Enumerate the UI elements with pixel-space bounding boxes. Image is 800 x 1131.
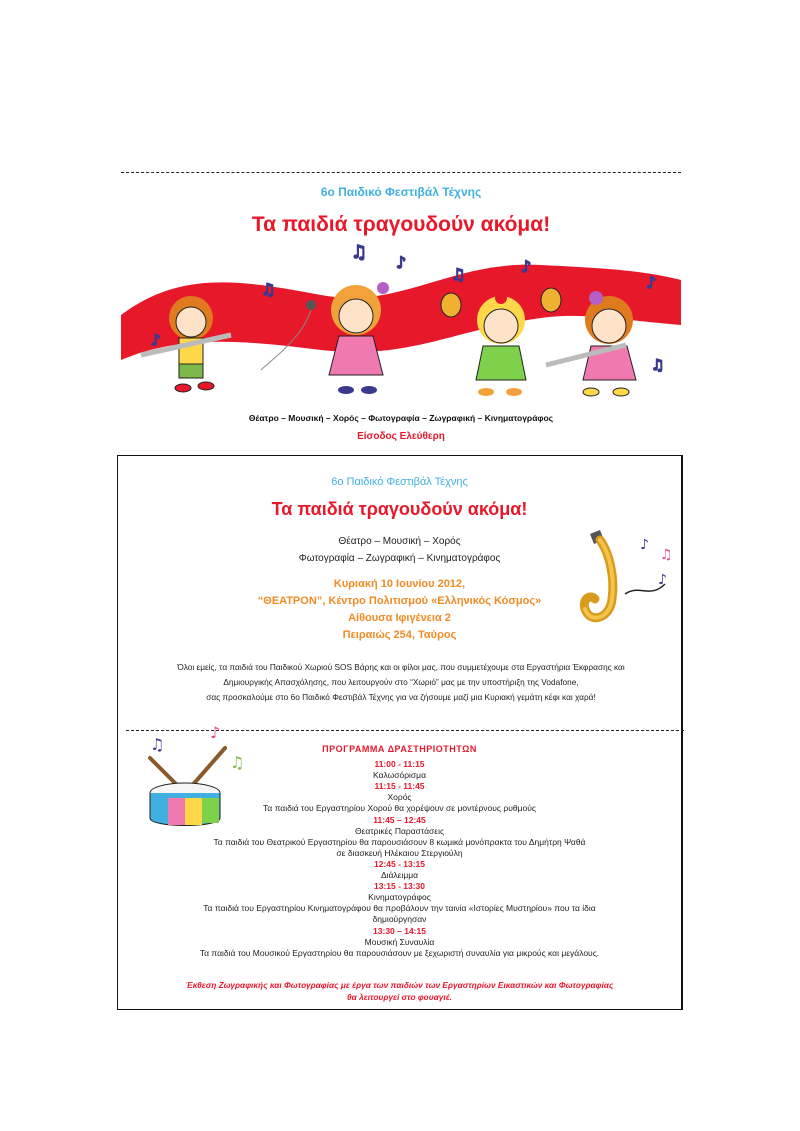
program-time: 11:45 – 12:45 [373,814,426,825]
program-activity: Κινηματογράφος [368,892,431,903]
invitation-box [117,455,683,1010]
program-time: 11:00 - 11:15 [374,759,425,770]
program [118,744,681,959]
svg-text:♪: ♪ [396,253,407,272]
venue-name: “ΘΕΑΤΡΟΝ”, Κέντρο Πολιτισμού «Ελληνικός Κόσμος» [257,595,542,607]
svg-text:♫: ♫ [451,265,466,284]
venue-address: Πειραιώς 254, Ταύρος [342,629,457,641]
svg-text:♪: ♪ [658,572,667,588]
svg-text:♪: ♪ [640,537,649,553]
cut-line-top [121,172,681,173]
program-activity: Χορός [387,792,412,803]
program-time: 13:15 - 13:30 [373,881,426,892]
svg-text:♫: ♫ [651,356,665,374]
arts-line-1: Θέατρο – Μουσική – Χορός [338,536,461,547]
svg-text:♫: ♫ [261,280,276,299]
program-title: ΠΡΟΓΡΑΜΜΑ ΔΡΑΣΤΗΡΙΟΤΗΤΩΝ [322,744,477,754]
festival-subtitle: 6ο Παιδικό Φεστιβάλ Τέχνης [320,185,482,199]
program-time: 11:15 - 11:45 [374,781,425,792]
program-activity: Καλωσόρισμα [373,770,426,781]
svg-text:♪: ♪ [151,331,161,349]
intro-line: Δημιουργικής Απασχόλησης, που λειτουργούν στο “Χωριό” μας με την υποστήριξη της Vodafone, [223,677,579,687]
program-activity: Μουσική Συναυλία [364,936,435,947]
exhibition-line: Έκθεση Ζωγραφικής και Φωτογραφίας με έργα των παιδιών των Εργαστηρίων Εικαστικών και Φωτογραφίας [185,980,614,990]
kids-band-illustration [121,240,681,400]
svg-text:♪: ♪ [521,257,532,276]
program-description: Τα παιδιά του Εργαστηρίου Χορού θα χορέψουν σε μοντέρνους ρυθμούς [263,803,536,814]
intro-line: Όλοι εμείς, τα παιδιά του Παιδικού Χωριού SOS Βάρης και οι φίλοι μας, που συμμετέχουμε στα Εργαστήρια Έκφρασης και [177,662,625,672]
saxophone-icon [570,524,680,634]
program-time: 13:30 – 14:15 [373,925,426,936]
svg-text:♪: ♪ [646,273,657,292]
program-description: σε διασκευή Ηλέκαιου Στεργιούλη [336,847,463,858]
program-description: Τα παιδιά του Θεατρικού Εργαστηρίου θα παρουσιάσουν 8 κωμικά μονόπρακτα του Δημήτρη Ψαθά [213,836,586,847]
svg-text:♫: ♫ [150,735,165,754]
svg-text:♫: ♫ [660,547,673,563]
program-description: δημιούργησαν [372,914,427,925]
program-activity: Θεατρικές Παραστάσεις [354,825,445,836]
program-description: Τα παιδιά του Μουσικού Εργαστηρίου θα παρουσιάσουν με ξεχωριστή συναυλία για μικρούς και μεγάλους. [199,947,600,958]
program-description: Τα παιδιά του Εργαστηρίου Κινηματογράφου θα προβάλουν την ταινία «Ιστορίες Μυστηρίου» που τα ίδια [203,903,596,914]
free-entry: Είσοδος Ελεύθερη [357,431,445,442]
venue-hall: Αίθουσα Ιφιγένεια 2 [348,612,451,624]
exhibition-line: θα λειτουργεί στο φουαγιέ. [347,992,452,1002]
venue-date: Κυριακή 10 Ιουνίου 2012, [333,578,466,590]
svg-text:♫: ♫ [230,753,245,772]
invitation-title: Τα παιδιά τραγουδούν ακόμα! [271,499,528,519]
arts-categories: Θέατρο – Μουσική – Χορός – Φωτογραφία – Ζωγραφική – Κινηματογράφος [248,413,554,423]
exhibition-note [118,979,681,1003]
intro-text [138,660,664,705]
svg-text:♪: ♪ [210,723,221,742]
intro-line: σας προσκαλούμε στο 6ο Παιδικό Φεστιβάλ Τέχνης για να ζήσουμε μαζί μια Κυριακή γεμάτη κέφι και χαρά! [206,692,596,702]
flyer-title: Τα παιδιά τραγουδούν ακόμα! [251,213,551,236]
program-activity: Διάλειμμα [380,870,419,881]
invitation-festival: 6ο Παιδικό Φεστιβάλ Τέχνης [331,476,468,488]
svg-text:♫: ♫ [351,242,368,263]
arts-line-2: Φωτογραφία – Ζωγραφική – Κινηματογράφος [298,553,501,564]
top-flyer [121,175,681,450]
program-time: 12:45 - 13:15 [373,858,426,869]
